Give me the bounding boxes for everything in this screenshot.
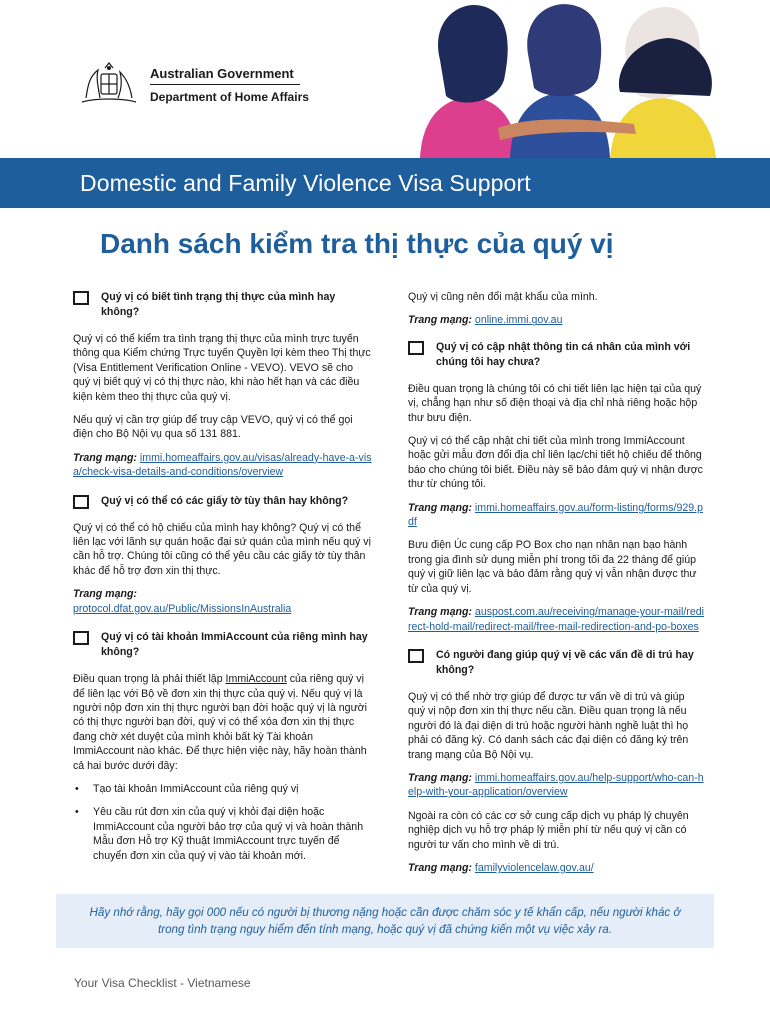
paragraph (73, 672, 373, 773)
question-heading: Quý vị có tài khoản ImmiAccount của riêng mình hay không? (101, 631, 368, 659)
paragraph: Quý vị cũng nên đổi mật khẩu của mình. (408, 291, 598, 303)
list-item: • Yêu cầu rút đơn xin của quý vị khỏi đại diện hoặc ImmiAccount của người bảo trợ của quý vị và hoàn thành Mẫu đơn Hỗ trợ Kỹ thuật ImmiAccount trực tuyến để chuyển đơn xin của quý vị vào tài khoản mới. (73, 805, 373, 863)
checkbox[interactable] (408, 341, 424, 355)
website-reference (73, 587, 373, 616)
family-violence-law-link[interactable]: familyviolencelaw.gov.au/ (474, 861, 594, 874)
website-label: Trang mạng: (408, 771, 472, 784)
website-reference (408, 605, 704, 634)
list-item: • Tạo tài khoản ImmiAccount của riêng quý vị (73, 782, 373, 796)
steps-list (73, 782, 373, 863)
vevo-link[interactable]: immi.homeaffairs.gov.au/visas/already-have-a-visa/check-visa-details-and-conditions/overview (73, 451, 372, 479)
illustration-image (400, 0, 770, 158)
question-heading: Quý vị có thể có các giấy tờ tùy thân hay không? (101, 494, 349, 507)
form-929-link[interactable]: immi.homeaffairs.gov.au/form-listing/forms/929.pdf (408, 501, 703, 529)
website-reference (408, 861, 704, 875)
left-column (73, 290, 373, 872)
question-heading: Quý vị có biết tình trạng thị thực của mình hay không? (101, 291, 336, 318)
paragraph: Quý vị có thể có hộ chiếu của mình hay không? Quý vị có thể liên lạc với lãnh sự quán hoặc đại sứ quán của mình nếu quý vị cần hỗ trợ. Chúng tôi cũng có thể yêu cầu các giấy tờ tùy thân khác để hỗ trợ đơn xin thị thực. (73, 521, 371, 577)
right-column (408, 290, 704, 884)
website-reference (73, 451, 373, 480)
government-name: Australian Government (150, 66, 294, 81)
help-support-link[interactable]: immi.homeaffairs.gov.au/help-support/who-can-help-with-your-application/overview (408, 771, 704, 799)
website-label: Trang mạng: (408, 501, 472, 514)
website-label: Trang mạng: (408, 314, 472, 327)
paragraph: Điều quan trọng là chúng tôi có chi tiết liên lạc hiện tại của quý vị, chẳng hạn như số điện thoại và địa chỉ nhà riêng hoặc hộp thư bưu điện. (408, 382, 702, 424)
checkbox[interactable] (73, 631, 89, 645)
checklist-item-visa-status[interactable] (73, 290, 373, 320)
checkbox[interactable] (73, 495, 89, 509)
paragraph-text: Điều quan trọng là phải thiết lập (73, 673, 226, 686)
paragraph: Quý vị có thể cập nhật chi tiết của mình trong ImmiAccount hoặc gửi mẫu đơn đổi địa chỉ liên lạc/chi tiết hộ chiếu để thông báo cho chúng tôi biết. Điều này sẽ bảo đảm quý vị nhận được thư từ chúng tôi. (408, 435, 703, 491)
website-reference (408, 771, 704, 800)
dfat-link[interactable]: protocol.dfat.gov.au/Public/MissionsInAustralia (73, 602, 292, 615)
website-reference (408, 501, 704, 530)
banner-title: Domestic and Family Violence Visa Support (80, 170, 531, 196)
checklist-item-immiaccount[interactable] (73, 630, 373, 660)
paragraph: Quý vị có thể kiểm tra tình trạng thị thực của mình trực tuyến thông qua Kiểm chứng Trực tuyến Quyền lợi kèm theo Thị thực (Visa Entitlement Verification Online - VEVO). VEVO sẽ cho quý vị biết quý vị có thị thực nào, khi nào hết hạn và các điều kiện kèm theo thị thực của quý vị. (73, 333, 371, 403)
immi-online-link[interactable]: online.immi.gov.au (474, 314, 563, 327)
footer-text: Your Visa Checklist - Vietnamese (74, 976, 251, 990)
paragraph: Quý vị có thể nhờ trợ giúp để được tư vấn về di trú và giúp quý vị nộp đơn xin thị thực nếu cần. Điều quan trọng là nếu người đó là đại diện di trú hoặc người hành nghề luật thì họ phải có đăng ký. Có danh sách các đại diện có đăng ký trên trang mạng của Bộ Nội vụ. (408, 690, 689, 761)
question-heading: Có người đang giúp quý vị về các vấn đề di trú hay không? (436, 648, 694, 676)
department-name: Department of Home Affairs (150, 90, 309, 104)
checkbox[interactable] (408, 649, 424, 663)
checklist-item-update-details[interactable] (408, 340, 704, 370)
website-label: Trang mạng: (408, 606, 472, 619)
website-label: Trang mạng: (73, 588, 137, 601)
auspost-link[interactable]: auspost.com.au/receiving/manage-your-mail/redirect-hold-mail/redirect-mail/free-mail-redirection-and-po-boxes (408, 606, 704, 633)
website-label: Trang mạng: (73, 451, 137, 464)
website-label: Trang mạng: (408, 861, 472, 874)
header-divider (150, 84, 300, 85)
emergency-note (56, 894, 714, 948)
coat-of-arms-icon (76, 58, 142, 106)
question-heading: Quý vị có cập nhật thông tin cá nhân của mình với chúng tôi hay chưa? (436, 340, 691, 368)
paragraph: Bưu điện Úc cung cấp PO Box cho nạn nhân nạn bạo hành trong gia đình sử dụng miễn phí trong tối đa 22 tháng để giúp quý vị giữ liên lạc và bảo đảm rằng quý vị vẫn nhận được thư từ của quý vị. (408, 539, 697, 595)
checklist-item-identity-documents[interactable] (73, 494, 373, 509)
paragraph: Nếu quý vị cần trợ giúp để truy cập VEVO, quý vị có thể gọi điện cho Bộ Nội vụ qua số 131 881. (73, 414, 353, 441)
paragraph: Ngoài ra còn có các cơ sở cung cấp dịch vụ pháp lý chuyên nghiệp dịch vụ hỗ trợ pháp lý miễn phí từ nếu quý vị cần có người tư vấn cho mình về di trú. (408, 809, 689, 851)
immiaccount-term: ImmiAccount (225, 673, 287, 686)
page-title: Danh sách kiểm tra thị thực của quý vị (100, 228, 614, 259)
checklist-item-migration-help[interactable] (408, 648, 704, 678)
paragraph-text: của riêng quý vị để liên lạc với Bộ về đơn xin thị thực của quý vị. Nếu quý vị là người nộp đơn xin thị thực người bạn đời hoặc quý vị là người có thị thực người bạn đời, quý vị có thể xóa đơn xin thị thực đang chờ xét duyệt của mình khỏi bất kỳ Tài khoản ImmiAccount nào khác. Để thực hiện việc này, hãy hoàn thành cả hai bước dưới đây: (73, 673, 367, 772)
emergency-note-text: Hãy nhớ rằng, hãy gọi 000 nếu có người bị thương nặng hoặc cần được chăm sóc y tế khẩn cấp, nếu người khác ở trong tình trạng nguy hiểm đến tính mạng, hoặc quý vị đã chứng kiến một vụ việc xảy ra. (89, 906, 681, 936)
checkbox[interactable] (73, 291, 89, 305)
website-reference (408, 313, 704, 327)
